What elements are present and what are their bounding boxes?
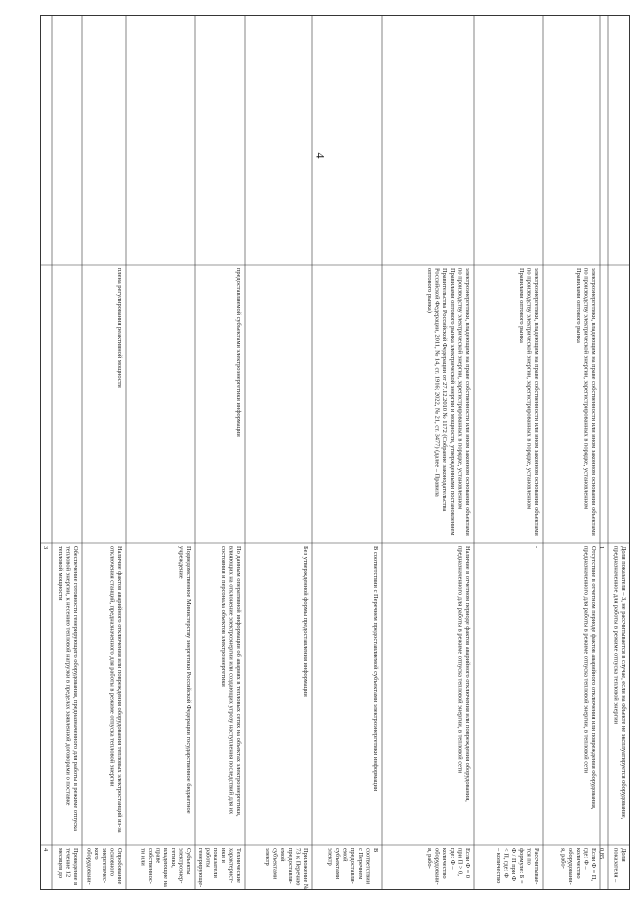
- landscape-table: [40, 15, 630, 890]
- table-cell-text: Субъектыэлектроэнер-гетики,владеющие направесобственнос-ти или: [139, 848, 192, 887]
- rotated-table-page: [40, 15, 630, 890]
- table-cell-text: Доля показателя – 3, не рассчитывается в случае, если на объекте не эксплуатируется оборудование,предназначенное для работы в режиме отпуска тепловой энергии: [612, 546, 627, 820]
- page-number: 4: [313, 152, 328, 159]
- table-cell-text: Рассчитывае-тся поформуле: Б =Ф / П при Ф< П, где: Ф– количество: [495, 848, 540, 885]
- table-cell-text: Отсутствие в отчетном периоде фактов аварийного отключения или повреждения оборудования,предназначенного для работы в режиме отпуска тепловой энергии, в тепловой сети: [582, 546, 597, 810]
- table-cell-text: Если Ф = П,где: Ф –количествооборудовани-я, рабо-: [559, 848, 597, 885]
- table-cell-text: предоставляемой субъектами электроэнергетики информации: [235, 268, 242, 437]
- table-cell-text: Подведомственное Министерству энергетики Российской Федерации государственное бюджетноеучреждение: [177, 546, 192, 814]
- table-cell-text: электроэнергетики, владеющим на праве собственности или ином законном основании объектамипо производству электрической энергии, зарегистрированных в порядке, установленномПравилами оптового рынка электрической энергии и мощности, утвержденными постановлениемПравительства Российской Федерации от 27.12.2010 № 1172 (Собрание законодательстваРоссийской Федерации, 2011, № 14, ст. 1916; 2022, № 21, ст. 3477) (далее – Правилаоптового рынка): [426, 268, 471, 536]
- table-cell-text: Если Ф = 0при П > 0,где: Ф –количествооборудовани-я, рабо-: [426, 848, 471, 885]
- table-cell-text: Проведение втечение 12месяцев до: [56, 848, 79, 886]
- table-cell-text: Без утвержденной формы предоставления информации: [302, 546, 309, 697]
- table-cell-text: Наличие в отчетном периоде фактов аварийного отключения или повреждения оборудования,предназначенного для работы в режиме отпуска тепловой энергии, в тепловой сети: [456, 546, 471, 802]
- table-cell-text: 0,85: [598, 848, 605, 860]
- table-cell-text: По данным оперативной информации об авариях в тепловых сетях на объектах электроэнергетики,влияющих на отклонение электроэнергии или создающих угрозу наступления последствий для ихсостояния и персонала объектов электроэнергетики: [219, 546, 242, 817]
- table-cell-text: Приложение №73 к Перечнюпредоставля-емойсубъектамиэлектр: [264, 848, 309, 890]
- table-cell-text: электроэнергетики, владеющим на праве собственности или ином законном основании объектамипо производству электрической энергии, зарегистрированных в порядке, установленномПравилами оптового рынка: [574, 268, 597, 536]
- table-cell-text: плена регулирования реактивной мощности: [116, 268, 123, 388]
- table-border: [41, 16, 630, 890]
- table-cell-text: -: [533, 546, 540, 549]
- table-cell-text: Всоответствиис Перечнемпредоставля-емойсубъектамиэлектр: [326, 848, 379, 885]
- table-cell-text: электроэнергетики, владеющим на праве собственности или ином законном основании объектамипо производству электрической энергии, зарегистрированных в порядке, установленномПравилами оптового рынка: [517, 268, 540, 536]
- table-cell-text: Опробованиеосновногоэнергетичес-когооборудовани-: [85, 848, 123, 885]
- table-cell-text: 1: [598, 546, 605, 550]
- table-cell-text: Наличие фактов аварийного отключения или повреждения оборудования тепловых электростанций из-заотключения станций, предназначенного для работы в режиме отпуска тепловой энергии: [108, 546, 123, 833]
- table-cell-text: Техническиехарактерист-ики ипоказателиработыгенерирующе-: [197, 848, 242, 888]
- table-cell-text: 3: [42, 546, 49, 550]
- table-cell-text: Доляпоказателя –: [612, 848, 627, 883]
- table-cell-text: В соответствии с Перечнем предоставляемой субъектами электроэнергетики информации: [372, 546, 379, 792]
- table-cell-text: 4: [42, 848, 49, 852]
- table-cell-text: Обеспечение готовности генерирующего оборудования, предназначенного для работы в режиме отпускатепловой энергии, к несению тепловой нагрузки в пределах заявленной договорами о поставкетепловой мощности: [56, 546, 79, 831]
